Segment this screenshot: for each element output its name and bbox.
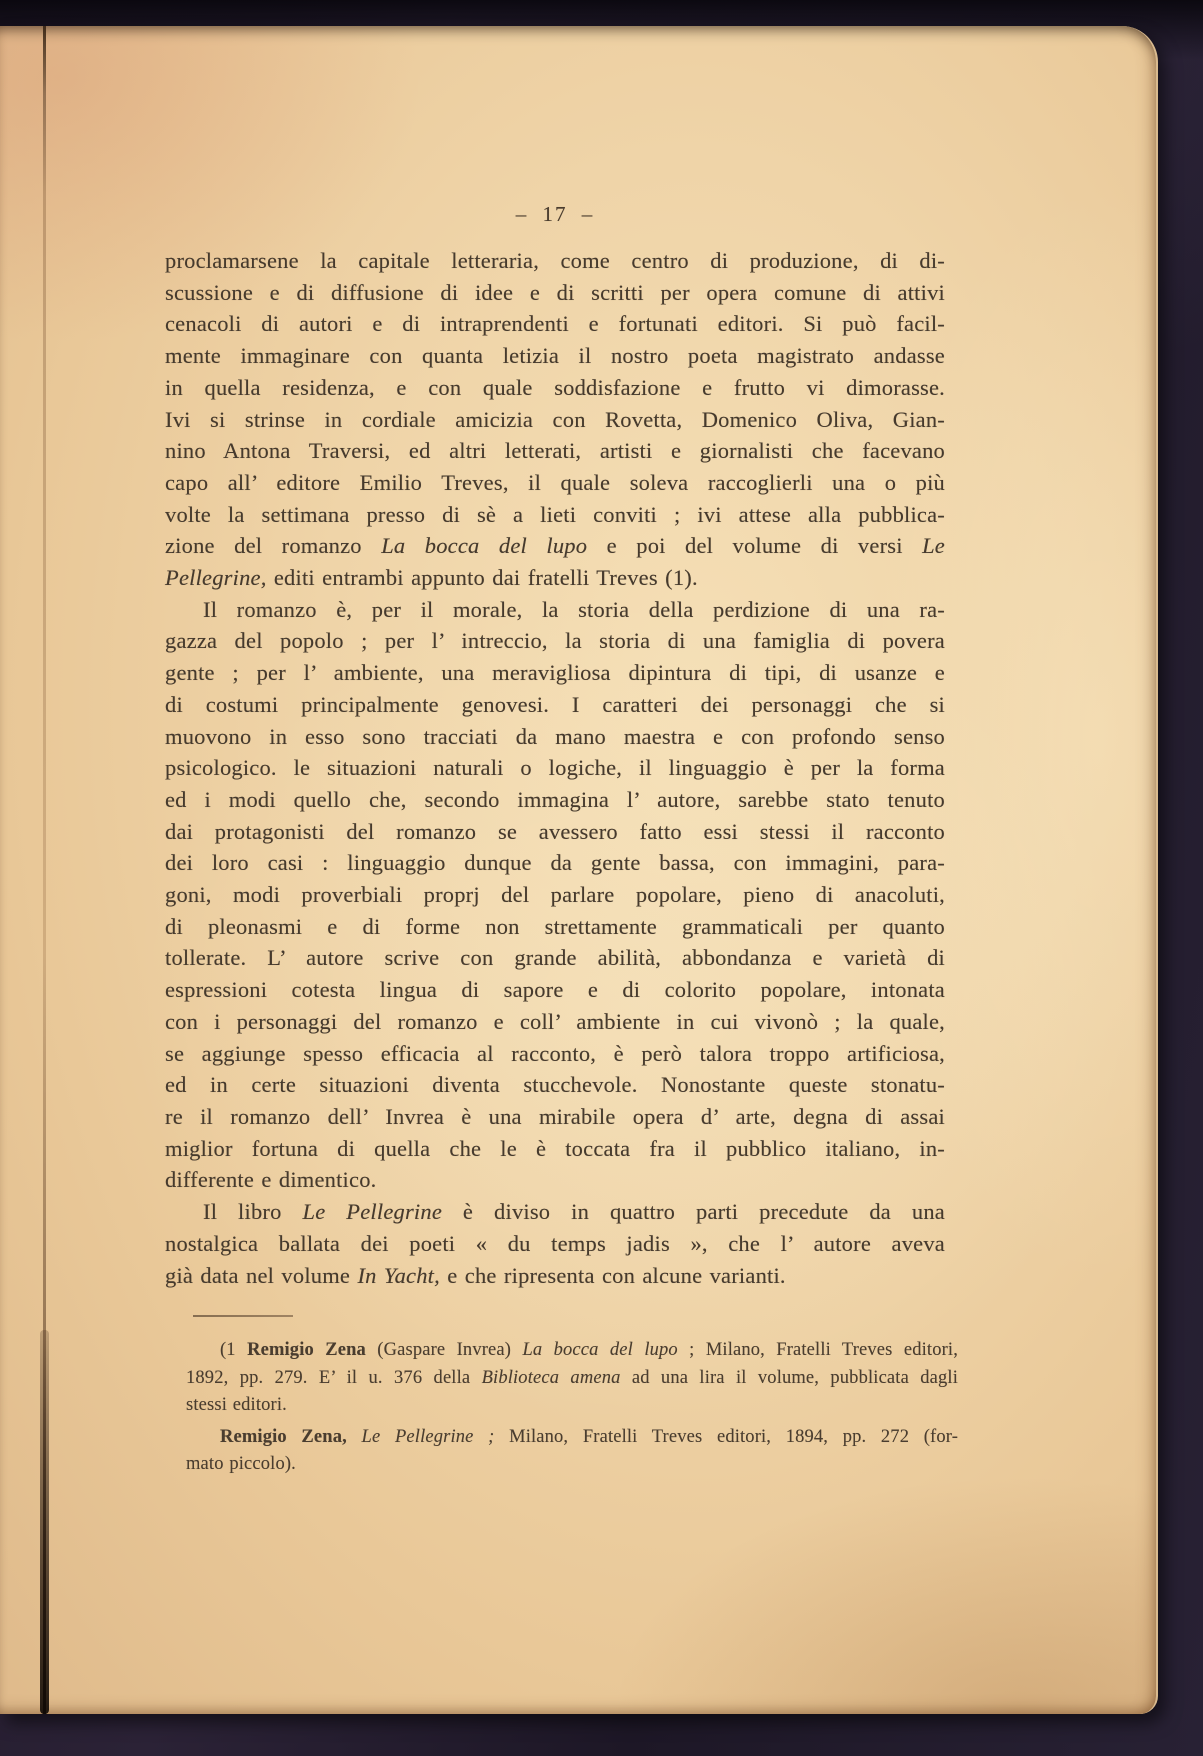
text-segment: (1 xyxy=(220,1340,248,1360)
text-segment: muovono in esso sono tracciati da mano maestra e con profondo senso xyxy=(165,723,945,749)
text-line xyxy=(165,911,945,943)
text-segment: Ivi si strinse in cordiale amicizia con Rovetta, Domenico Oliva, Gian- xyxy=(165,406,945,432)
text-segment: 1892, pp. 279. E’ il u. 376 della xyxy=(186,1367,482,1388)
text-segment: Il romanzo è, per il morale, la storia della perdizione di una ra- xyxy=(203,596,945,622)
text-line xyxy=(165,340,945,372)
text-segment: e poi del volume di versi xyxy=(587,533,923,559)
text-segment: Il libro xyxy=(203,1199,303,1225)
text-segment: in quella residenza, e con quale soddisfazione e frutto vi dimorasse. xyxy=(165,374,945,400)
text-line xyxy=(165,625,945,657)
text-line xyxy=(165,784,945,816)
text-line xyxy=(165,721,945,753)
italic-text-segment: Le Pellegrine xyxy=(302,1199,443,1225)
text-line xyxy=(165,562,945,594)
text-line xyxy=(165,879,945,911)
text-segment: mente immaginare con quanta letizia il nostro poeta magistrato andasse xyxy=(165,343,945,369)
italic-text-segment: La bocca del lupo xyxy=(381,533,588,559)
text-line xyxy=(186,1337,958,1365)
text-segment: con i personaggi del romanzo e coll’ ambiente in cui vivonò ; la quale, xyxy=(165,1008,945,1034)
text-line xyxy=(186,1392,958,1420)
text-segment: ed i modi quello che, secondo immagina l’ autore, sarebbe stato tenuto xyxy=(165,786,945,812)
text-segment: gazza del popolo ; per l’ intreccio, la storia di una famiglia di povera xyxy=(165,628,945,654)
text-segment: mato piccolo). xyxy=(186,1454,296,1475)
text-line xyxy=(165,594,945,626)
text-line xyxy=(186,1424,958,1452)
text-segment: zione del romanzo xyxy=(165,533,382,559)
text-segment: goni, modi proverbiali proprj del parlare popolare, pieno di anacoluti, xyxy=(165,882,945,908)
text-segment: nostalgica ballata dei poeti « du temps jadis », che l’ autore aveva xyxy=(165,1230,945,1256)
text-line xyxy=(165,467,945,499)
body-text xyxy=(165,245,945,1291)
text-line xyxy=(165,689,945,721)
text-line xyxy=(165,1196,945,1228)
text-segment: stessi editori. xyxy=(186,1395,287,1416)
text-segment: ; Milano, Fratelli Treves editori, xyxy=(677,1340,958,1360)
text-line xyxy=(165,1260,945,1292)
text-segment: di costumi principalmente genovesi. I caratteri dei personaggi che si xyxy=(165,691,945,717)
text-segment: espressioni cotesta lingua di sapore e di colorito popolare, intonata xyxy=(165,977,945,1003)
text-line xyxy=(165,1164,945,1196)
italic-text-segment: Le Pellegrine ; xyxy=(361,1426,495,1447)
footnotes xyxy=(186,1337,958,1479)
text-segment: differente e dimentico. xyxy=(165,1167,377,1193)
text-segment: ed in certe situazioni diventa stucchevole. Nonostante queste stonatu- xyxy=(165,1072,945,1098)
text-line xyxy=(165,1038,945,1070)
text-line xyxy=(165,1101,945,1133)
text-line xyxy=(165,847,945,879)
italic-text-segment: La bocca del lupo xyxy=(522,1340,678,1360)
text-line xyxy=(165,974,945,1006)
text-line xyxy=(165,942,945,974)
text-segment: (Gaspare Invrea) xyxy=(365,1340,523,1360)
text-segment: se aggiunge spesso efficacia al racconto, è però talora troppo artificiosa, xyxy=(165,1040,945,1066)
text-line xyxy=(165,1228,945,1260)
text-segment: cenacoli di autori e di intraprendenti e fortunati editori. Si può facil- xyxy=(165,311,945,337)
text-line xyxy=(165,1069,945,1101)
text-segment: Milano, Fratelli Treves editori, 1894, pp. 272 (for- xyxy=(494,1426,959,1447)
text-line xyxy=(165,1133,945,1165)
text-segment: proclamarsene la capitale letteraria, come centro di produzione, di di- xyxy=(165,248,945,273)
text-line xyxy=(186,1451,958,1479)
text-line xyxy=(165,435,945,467)
text-line xyxy=(165,277,945,309)
text-segment: dei loro casi : linguaggio dunque da gente bassa, con immagini, para- xyxy=(165,850,945,876)
text-segment: editi entrambi appunto dai fratelli Treves (1). xyxy=(266,565,698,591)
text-line xyxy=(165,816,945,848)
italic-text-segment: Pellegrine, xyxy=(165,565,267,591)
text-segment: miglior fortuna di quella che le è toccata fra il pubblico italiano, in- xyxy=(165,1135,945,1161)
bold-text-segment: Remigio Zena xyxy=(247,1340,366,1360)
text-segment: scussione e di diffusione di idee e di scritti per opera comune di attivi xyxy=(165,279,945,305)
text-segment: re il romanzo dell’ Invrea è una mirabile opera d’ arte, degna di assai xyxy=(165,1103,945,1129)
text-segment: tollerate. L’ autore scrive con grande abilità, abbondanza e varietà di xyxy=(165,945,945,971)
footnote-separator xyxy=(193,1315,293,1317)
italic-text-segment: In Yacht, xyxy=(357,1262,440,1288)
text-line xyxy=(165,1006,945,1038)
text-line xyxy=(165,404,945,436)
text-segment: ad una lira il volume, pubblicata dagli xyxy=(620,1367,959,1388)
italic-text-segment: Biblioteca amena xyxy=(481,1367,621,1388)
text-line xyxy=(165,245,945,277)
text-segment xyxy=(347,1427,362,1447)
text-segment: di pleonasmi e di forme non strettamente grammaticali per quanto xyxy=(165,913,945,939)
text-segment: è diviso in quattro parti precedute da una xyxy=(442,1199,945,1225)
text-line xyxy=(165,657,945,689)
gutter-crease-shadow xyxy=(40,1330,49,1714)
text-segment: e che ripresenta con alcune varianti. xyxy=(439,1262,786,1288)
book-page xyxy=(0,26,1158,1714)
text-line xyxy=(165,752,945,784)
text-segment: volte la settimana presso di sè a lieti conviti ; ivi attese alla pubblica- xyxy=(165,501,945,527)
text-segment: psicologico. le situazioni naturali o logiche, il linguaggio è per la forma xyxy=(165,755,945,781)
text-segment: già data nel volume xyxy=(165,1262,358,1288)
text-line xyxy=(165,530,945,562)
text-line xyxy=(165,499,945,531)
text-segment: gente ; per l’ ambiente, una meravigliosa dipintura di tipi, di usanze e xyxy=(165,660,945,686)
text-line xyxy=(165,308,945,340)
text-segment: nino Antona Traversi, ed altri letterati, artisti e giornalisti che facevano xyxy=(165,438,945,464)
page-number: – 17 – xyxy=(515,202,595,226)
text-line xyxy=(186,1365,958,1393)
text-segment: dai protagonisti del romanzo se avessero fatto essi stessi il racconto xyxy=(165,818,945,844)
text-segment: capo all’ editore Emilio Treves, il quale soleva raccoglierli una o più xyxy=(165,469,945,495)
italic-text-segment: Le xyxy=(922,533,945,559)
text-line xyxy=(165,372,945,404)
bold-text-segment: Remigio Zena, xyxy=(220,1426,347,1447)
